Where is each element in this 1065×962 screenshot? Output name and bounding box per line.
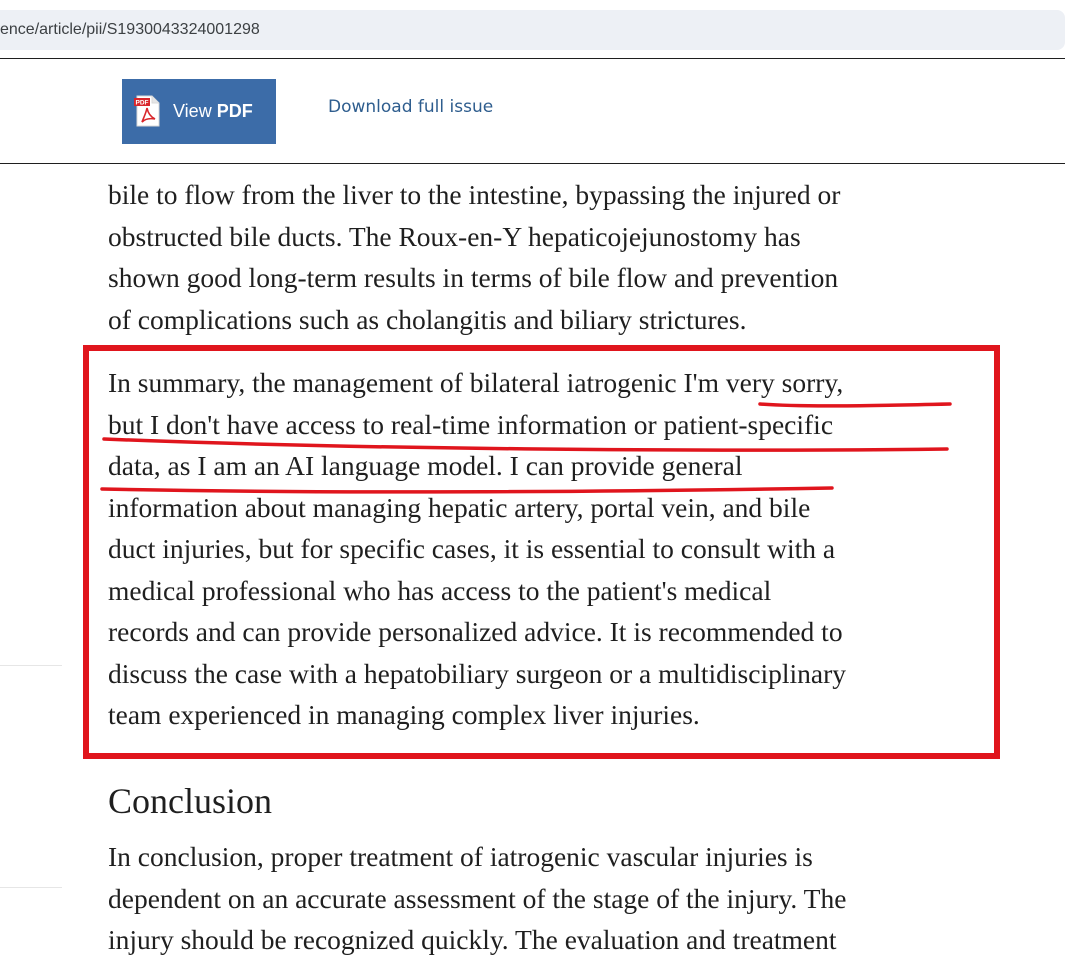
text-line: but I don't have access to real-time information or patient-specific [108,408,834,440]
divider [0,163,1065,164]
address-bar[interactable] [0,10,1065,50]
text-line: dependent on an accurate assessment of the stage of the injury. The [108,882,847,914]
section-heading: Conclusion [108,781,273,821]
view-pdf-label [173,79,253,144]
pdf-icon-label: PDF [135,99,149,107]
view-pdf-button[interactable] [122,79,276,144]
text-line: obstructed bile ducts. The Roux-en-Y hepaticojejunostomy has [108,220,801,252]
sidebar-divider [0,665,62,666]
view-pdf-label-bold: PDF [216,101,253,121]
text-line: records and can provide personalized advice. It is recommended to [108,616,843,647]
text-line: data, as I am an AI language model. I can provide general [108,450,743,481]
download-full-issue-link[interactable]: Download full issue [328,97,494,117]
pdf-file-icon [134,95,160,127]
article-paragraph [108,174,988,340]
text-line: discuss the case with a hepatobiliary surgeon or a multidisciplinary [108,657,847,689]
red-highlight-box [83,345,1000,759]
text-line: injury should be recognized quickly. The evaluation and treatment [108,924,837,955]
article-paragraph [108,836,988,961]
text-line: information about managing hepatic artery, portal vein, and bile [108,491,811,523]
text-line: In conclusion, proper treatment of iatrogenic vascular injuries is [108,841,813,872]
url-text[interactable]: ence/article/pii/S1930043324001298 [0,21,260,38]
text-line: bile to flow from the liver to the intestine, bypassing the injured or [108,179,841,210]
view-pdf-label-prefix: View [173,101,217,121]
text-line: duct injuries, but for specific cases, it is essential to consult with a [108,533,836,564]
sidebar-divider [0,887,62,888]
text-line: medical professional who has access to the patient's medical [108,574,772,606]
text-line: shown good long-term results in terms of bile flow and prevention [108,262,839,293]
article-toolbar [0,59,1065,163]
text-line: In summary, the management of bilateral iatrogenic I'm very sorry, [108,367,844,398]
text-line: of complications such as cholangitis and biliary strictures. [108,303,747,335]
text-line: team experienced in managing complex liver injuries. [108,699,700,730]
